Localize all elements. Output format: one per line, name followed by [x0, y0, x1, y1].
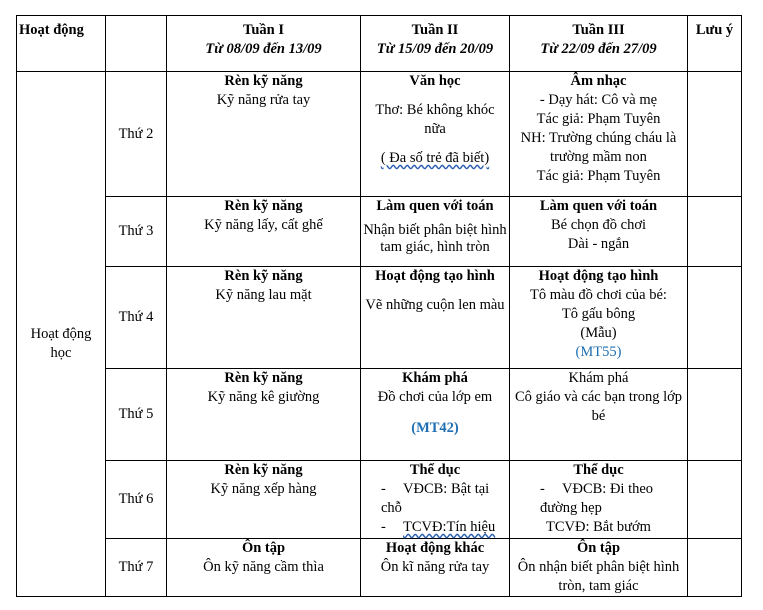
cell-line: ( Đa số trẻ đã biết)	[380, 150, 490, 166]
cell-title: Hoạt động tạo hình	[375, 268, 495, 284]
cell-title: Hoạt động tạo hình	[538, 268, 659, 284]
cell-line: Bé chọn đồ chơi	[550, 217, 647, 233]
cell-line: (Mẫu)	[580, 325, 617, 341]
cell-title: Thể dục	[573, 462, 624, 478]
cell-line: Ôn nhận biết phân biệt hình tròn, tam giác	[517, 559, 680, 594]
cell-title: Hoạt động khác	[385, 540, 485, 556]
cell-line: TCVĐ: Bắt bướm	[546, 519, 651, 535]
header-week-2	[361, 16, 510, 72]
cell-w3	[510, 72, 688, 197]
cell-w1	[167, 369, 361, 461]
cell-line: NH: Trường chúng cháu là trường mầm non	[520, 130, 677, 165]
cell-line: Tô gấu bông	[561, 306, 636, 322]
cell-w1	[167, 267, 361, 369]
cell-w2	[361, 369, 510, 461]
cell-line: Cô giáo và các bạn trong lớp bé	[514, 389, 683, 424]
table-row	[17, 539, 742, 597]
day-label: Thứ 5	[106, 369, 167, 461]
cell-line: Tác giả: Phạm Tuyên	[536, 168, 661, 184]
cell-line-code: (MT55)	[575, 344, 622, 360]
cell-w2	[361, 461, 510, 539]
bullet-text: TCVĐ:Tín hiệu	[403, 519, 496, 535]
day-label: Thứ 2	[106, 72, 167, 197]
week-3-title: Tuần III	[572, 22, 625, 38]
cell-w2	[361, 197, 510, 267]
table-row	[17, 72, 742, 197]
cell-title: Rèn kỹ năng	[224, 268, 303, 284]
cell-title: Thể dục	[409, 462, 461, 478]
cell-line-code: (MT42)	[411, 420, 459, 436]
cell-line: Đồ chơi của lớp em	[377, 389, 493, 405]
cell-line: Ôn kĩ năng rửa tay	[380, 559, 490, 575]
header-activity: Hoạt động	[17, 16, 106, 72]
cell-title: Văn học	[409, 73, 461, 89]
table-row	[17, 197, 742, 267]
cell-w3	[510, 267, 688, 369]
cell-title: Rèn kỹ năng	[224, 198, 303, 214]
cell-line: Kỹ năng lau mặt	[215, 287, 312, 303]
cell-line: Ôn kỹ năng cầm thìa	[203, 559, 324, 575]
cell-w3	[510, 369, 688, 461]
header-week-1	[167, 16, 361, 72]
cell-w1	[167, 461, 361, 539]
day-label: Thứ 3	[106, 197, 167, 267]
week-1-title: Tuần I	[243, 22, 284, 38]
cell-w3	[510, 197, 688, 267]
cell-title: Ôn tập	[241, 540, 286, 556]
cell-note	[688, 72, 742, 197]
cell-w3	[510, 461, 688, 539]
cell-line: Dài - ngắn	[567, 236, 630, 252]
cell-title: Khám phá	[402, 370, 468, 386]
week-3-range: Từ 22/09 đến 27/09	[540, 41, 657, 57]
cell-w1	[167, 72, 361, 197]
cell-title: Rèn kỹ năng	[224, 370, 303, 386]
week-2-title: Tuần II	[411, 22, 459, 38]
bullet-item: - TCVĐ:Tín hiệu	[381, 519, 496, 535]
cell-w1	[167, 197, 361, 267]
cell-note	[688, 369, 742, 461]
day-label: Thứ 4	[106, 267, 167, 369]
cell-w1	[167, 539, 361, 597]
header-row	[17, 16, 742, 72]
cell-w2	[361, 539, 510, 597]
table-row	[17, 267, 742, 369]
cell-line: Kỹ năng lấy, cất ghế	[204, 217, 323, 233]
table-row	[17, 461, 742, 539]
day-label: Thứ 6	[106, 461, 167, 539]
bullet-text: VĐCB: Đi theo đường hẹp	[540, 481, 654, 516]
header-week-3	[510, 16, 688, 72]
cell-w2	[361, 72, 510, 197]
cell-line: Tác giả: Phạm Tuyên	[536, 111, 661, 127]
cell-line: - Dạy hát: Cô và mẹ	[539, 92, 658, 108]
cell-w3	[510, 539, 688, 597]
cell-title: Rèn kỹ năng	[224, 462, 303, 478]
bullet-item: - VĐCB: Đi theo đường hẹp	[540, 481, 654, 516]
cell-note	[688, 539, 742, 597]
cell-title: Rèn kỹ năng	[224, 73, 303, 89]
cell-title: Ôn tập	[576, 540, 621, 556]
cell-line: Kỹ năng rửa tay	[216, 92, 311, 108]
group-label-cell	[17, 72, 106, 597]
weekly-schedule-table	[16, 15, 742, 597]
cell-title: Âm nhạc	[570, 73, 627, 89]
table-row	[17, 369, 742, 461]
cell-title: Làm quen với toán	[539, 198, 658, 214]
cell-line: Kỹ năng xếp hàng	[210, 481, 317, 497]
cell-note	[688, 197, 742, 267]
cell-line: Kỹ năng kê giường	[207, 389, 320, 405]
week-1-range: Từ 08/09 đến 13/09	[205, 41, 322, 57]
day-label: Thứ 7	[106, 539, 167, 597]
bullet-item: - VĐCB: Bật tại chỗ	[381, 481, 490, 516]
cell-note	[688, 267, 742, 369]
cell-note	[688, 461, 742, 539]
cell-line: Tô màu đồ chơi của bé:	[530, 287, 667, 303]
group-label: Hoạt động học	[30, 326, 92, 361]
cell-line: Nhận biết phân biệt hình tam giác, hình tròn	[363, 222, 507, 255]
cell-line: Thơ: Bé không khóc nữa	[375, 102, 495, 137]
cell-line: Vẽ những cuộn len màu	[365, 297, 505, 313]
header-blank	[106, 16, 167, 72]
cell-w2	[361, 267, 510, 369]
bullet-text: VĐCB: Bật tại chỗ	[381, 481, 490, 516]
header-note: Lưu ý	[688, 16, 742, 72]
cell-title: Làm quen với toán	[376, 198, 494, 214]
week-2-range: Từ 15/09 đến 20/09	[376, 41, 494, 57]
cell-line: Khám phá	[568, 370, 629, 386]
